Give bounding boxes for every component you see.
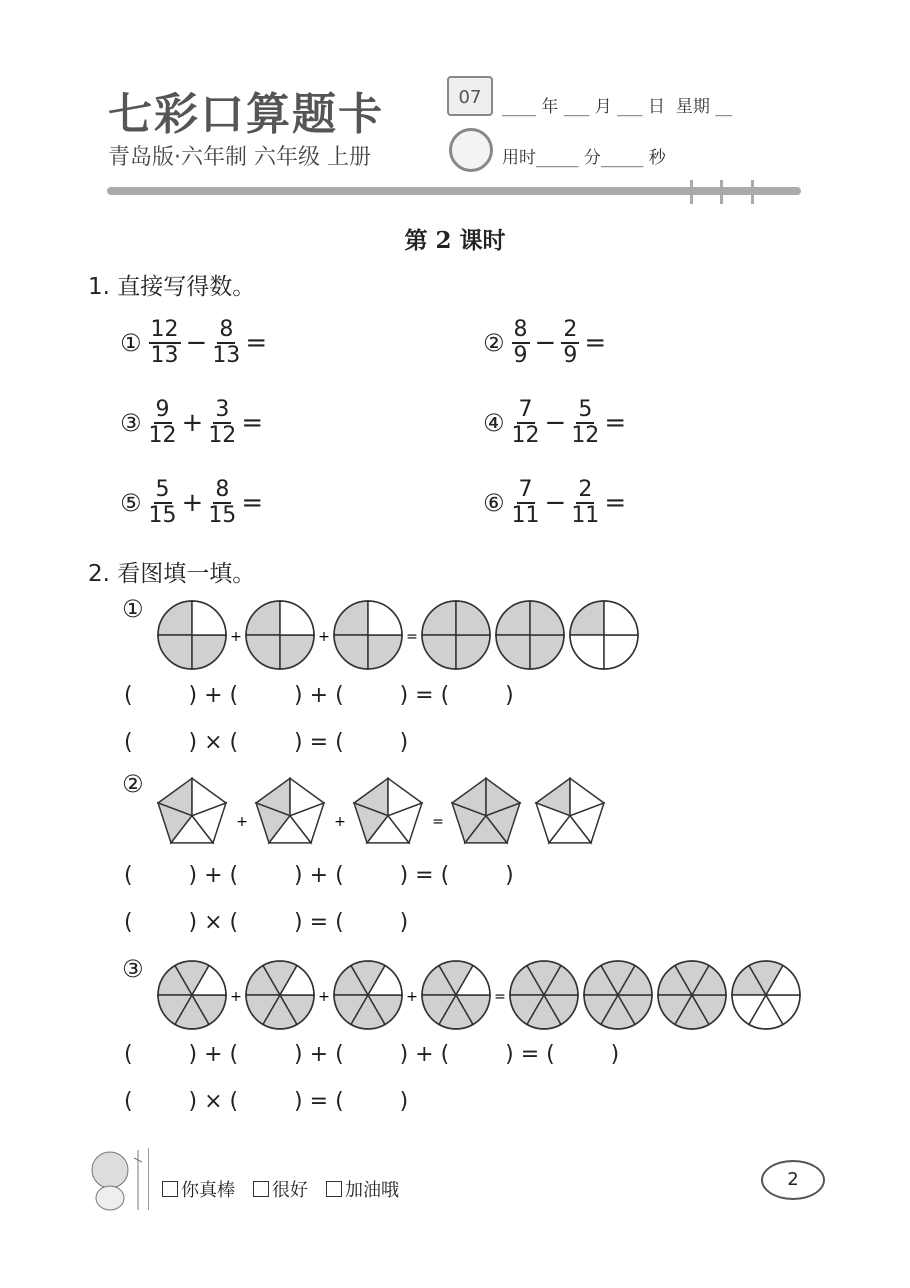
denominator: 11: [571, 503, 600, 528]
equals-sign: =: [406, 629, 418, 645]
numerator: 7: [518, 397, 533, 422]
numerator: 3: [215, 397, 230, 422]
item-number: ⑤: [120, 489, 142, 517]
denominator: 12: [208, 423, 237, 448]
denominator: 13: [150, 343, 179, 368]
denominator: 12: [148, 423, 177, 448]
plus-sign: +: [406, 989, 418, 1005]
sum-answer-row[interactable]: ( ) + ( ) + ( ) + ( ) = ( ): [124, 1042, 620, 1067]
logo: 七彩口算题卡: [108, 89, 384, 140]
figure-number: ③: [122, 955, 144, 983]
equals-sign: =: [241, 488, 264, 518]
figure-number: ②: [122, 770, 144, 798]
fraction-figures: [150, 957, 850, 1037]
divider-pin: [720, 180, 723, 204]
equals-sign: =: [584, 328, 607, 358]
lesson-title: 第 2 课时: [404, 227, 506, 254]
fraction: [212, 318, 240, 368]
checkbox-label: 加油哦: [345, 1180, 399, 1201]
denominator: 12: [511, 423, 540, 448]
circle-fraction-shape: [732, 961, 800, 1029]
operator: −: [185, 328, 208, 358]
fraction-figures: [150, 597, 850, 677]
fraction-figures: [150, 772, 850, 852]
numerator: 2: [563, 317, 578, 342]
equals-sign: =: [604, 408, 627, 438]
fraction: [571, 478, 599, 528]
pentagon-fraction-shape: [158, 778, 226, 843]
operator: +: [181, 488, 204, 518]
circle-fraction-shape: [334, 601, 402, 669]
multiply-answer-row[interactable]: ( ) × ( ) = ( ): [124, 1089, 409, 1114]
pentagon-fraction-shape: [256, 778, 324, 843]
numerator: 7: [518, 477, 533, 502]
fraction: [208, 478, 236, 528]
circle-fraction-shape: [584, 961, 652, 1029]
fraction: [149, 478, 177, 528]
numerator: 2: [578, 477, 593, 502]
denominator: 11: [511, 503, 540, 528]
divider-pin: [751, 180, 754, 204]
mascot-image: [80, 1140, 150, 1215]
multiply-answer-row[interactable]: ( ) × ( ) = ( ): [124, 910, 409, 935]
circle-fraction-shape: [422, 961, 490, 1029]
operator: +: [181, 408, 204, 438]
operator: −: [544, 488, 567, 518]
fraction: [208, 398, 236, 448]
plus-sign: +: [230, 989, 242, 1005]
fraction: [571, 398, 599, 448]
plus-sign: +: [334, 814, 346, 830]
denominator: 15: [208, 503, 237, 528]
header-divider: [107, 187, 801, 195]
item-number: ②: [483, 329, 505, 357]
checkbox-icon[interactable]: [326, 1181, 342, 1197]
circle-fraction-shape: [158, 961, 226, 1029]
time-line: 用时_____ 分_____ 秒: [502, 148, 666, 168]
circle-fraction-shape: [334, 961, 402, 1029]
fraction: [512, 398, 540, 448]
denominator: 9: [513, 343, 528, 368]
equals-sign: =: [432, 814, 444, 830]
fraction: [512, 478, 540, 528]
figure-number: ①: [122, 595, 144, 623]
multiply-answer-row[interactable]: ( ) × ( ) = ( ): [124, 730, 409, 755]
circle-fraction-shape: [246, 961, 314, 1029]
circle-fraction-shape: [246, 601, 314, 669]
expression-1: [120, 318, 269, 368]
item-number: ④: [483, 409, 505, 437]
numerator: 8: [219, 317, 234, 342]
fraction: [561, 318, 579, 368]
plus-sign: +: [318, 629, 330, 645]
numerator: 9: [155, 397, 170, 422]
expression-2: [483, 318, 608, 368]
numerator: 5: [155, 477, 170, 502]
checkbox-icon[interactable]: [253, 1181, 269, 1197]
self-assessment-checkbox[interactable]: [326, 1176, 399, 1202]
denominator: 12: [571, 423, 600, 448]
item-number: ①: [120, 329, 142, 357]
expression-6: [483, 478, 628, 528]
checkbox-icon[interactable]: [162, 1181, 178, 1197]
numerator: 8: [215, 477, 230, 502]
divider-pin: [690, 180, 693, 204]
sum-answer-row[interactable]: ( ) + ( ) + ( ) = ( ): [124, 863, 514, 888]
edition-subtitle: 青岛版·六年制 六年级 上册: [108, 145, 371, 170]
page-number: 2: [761, 1160, 825, 1200]
item-number: ③: [120, 409, 142, 437]
circle-fraction-shape: [496, 601, 564, 669]
equals-sign: =: [494, 989, 506, 1005]
denominator: 13: [212, 343, 241, 368]
self-assessment: [162, 1176, 399, 1202]
pentagon-fraction-shape: [536, 778, 604, 843]
circle-fraction-shape: [158, 601, 226, 669]
footer-divider: [148, 1148, 149, 1210]
self-assessment-checkbox[interactable]: [162, 1176, 235, 1202]
numerator: 12: [150, 317, 179, 342]
pentagon-fraction-shape: [354, 778, 422, 843]
numerator: 5: [578, 397, 593, 422]
circle-fraction-shape: [570, 601, 638, 669]
plus-sign: +: [236, 814, 248, 830]
equals-sign: =: [241, 408, 264, 438]
question-1-label: 1. 直接写得数。: [88, 274, 256, 300]
item-number: ⑥: [483, 489, 505, 517]
checkbox-label: 你真棒: [181, 1180, 235, 1201]
circle-fraction-shape: [658, 961, 726, 1029]
date-line: ____ 年 ___ 月 ___ 日 星期 __: [502, 97, 733, 117]
expression-5: [120, 478, 265, 528]
fraction: [512, 318, 530, 368]
equals-sign: =: [604, 488, 627, 518]
denominator: 9: [563, 343, 578, 368]
question-2-label: 2. 看图填一填。: [88, 561, 256, 587]
self-assessment-checkbox[interactable]: [253, 1176, 308, 1202]
denominator: 15: [148, 503, 177, 528]
calendar-day: 07: [458, 87, 482, 108]
circle-fraction-shape: [510, 961, 578, 1029]
pentagon-fraction-shape: [452, 778, 520, 843]
fraction: [149, 398, 177, 448]
sum-answer-row[interactable]: ( ) + ( ) + ( ) = ( ): [124, 683, 514, 708]
numerator: 8: [513, 317, 528, 342]
fraction: [149, 318, 181, 368]
clock-icon: [449, 128, 493, 172]
calendar-icon: [447, 76, 493, 116]
plus-sign: +: [230, 629, 242, 645]
circle-fraction-shape: [422, 601, 490, 669]
equals-sign: =: [245, 328, 268, 358]
operator: −: [534, 328, 557, 358]
plus-sign: +: [318, 989, 330, 1005]
checkbox-label: 很好: [272, 1180, 308, 1201]
expression-4: [483, 398, 628, 448]
expression-3: [120, 398, 265, 448]
operator: −: [544, 408, 567, 438]
